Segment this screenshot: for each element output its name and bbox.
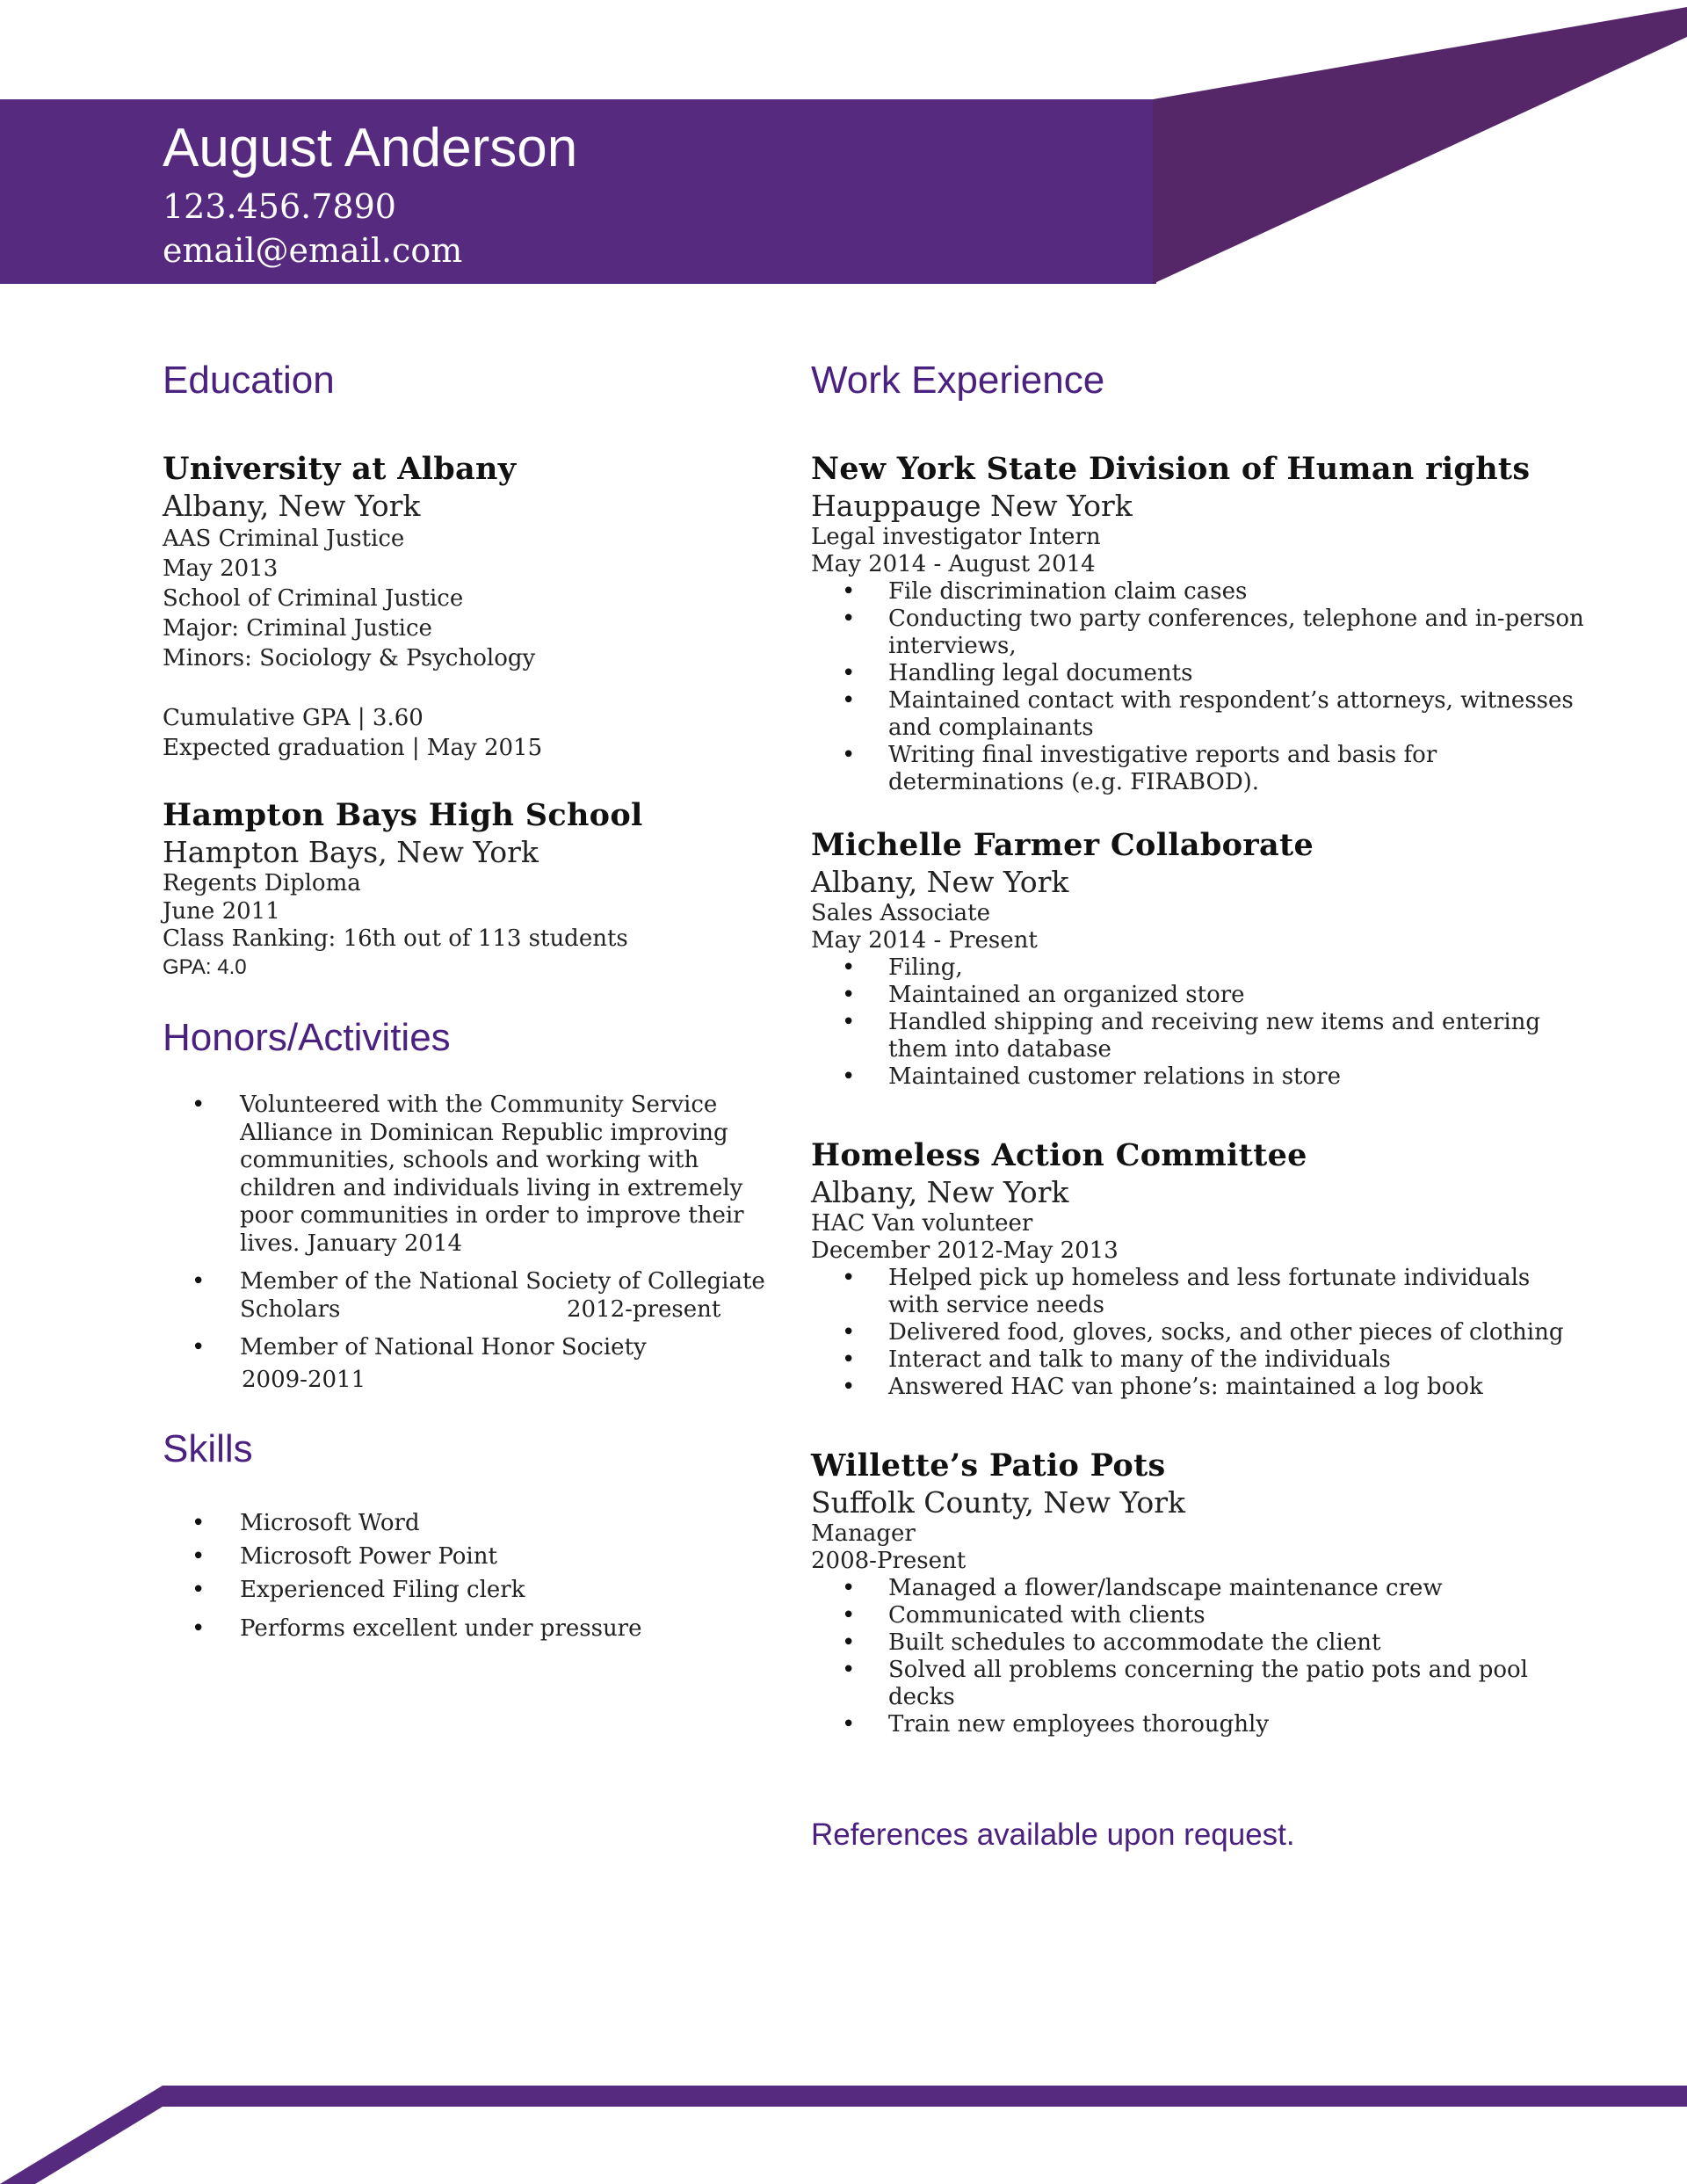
honors-title: Honors/Activities	[163, 1016, 451, 1059]
job-entry	[811, 826, 1584, 1091]
footer-wedge	[0, 2086, 163, 2184]
phone-number: 123.456.7890	[163, 187, 396, 226]
job-duty: • Built schedules to accommodate the client	[811, 1629, 1584, 1657]
skill-item: • Microsoft Word	[163, 1506, 795, 1540]
school-name: Hampton Bays High School	[163, 797, 643, 833]
honors-item	[163, 1268, 795, 1324]
job-duties	[811, 578, 1584, 796]
job-dates: May 2014 - Present	[811, 927, 1038, 954]
job-role: Legal investigator Intern	[811, 524, 1101, 550]
job-dates: December 2012-May 2013	[811, 1237, 1119, 1264]
job-duty: • Train new employees thoroughly	[811, 1711, 1584, 1738]
job-entry	[811, 1447, 1584, 1738]
job-duty: • Answered HAC van phone’s: maintained a log book	[811, 1374, 1584, 1401]
skills-title: Skills	[163, 1426, 253, 1470]
job-duty: • Solved all problems concerning the patio pots and pool decks	[811, 1657, 1584, 1711]
job-duty: • Handled shipping and receiving new items and entering them into database	[811, 1009, 1584, 1063]
right-column	[811, 350, 1584, 1738]
job-duty: • Managed a flower/landscape maintenance crew	[811, 1575, 1584, 1602]
work-title: Work Experience	[811, 359, 1105, 402]
honors-item-text: • Member of National Honor Society	[240, 1334, 647, 1360]
skill-item: • Performs excellent under pressure	[163, 1612, 795, 1645]
job-role: Manager	[811, 1520, 916, 1547]
job-entry	[811, 450, 1584, 796]
education-line: Expected graduation | May 2015	[163, 735, 543, 761]
honors-list	[163, 1092, 795, 1397]
honors-item-text: • Member of the National Society of Collegiate	[240, 1268, 765, 1295]
education-line: School of Criminal Justice	[163, 585, 464, 612]
job-duty: • Maintained contact with respondent’s attorneys, witnesses and complainants	[811, 687, 1584, 742]
candidate-name: August Anderson	[163, 118, 578, 178]
job-duties	[811, 1265, 1584, 1401]
school-location: Albany, New York	[163, 489, 421, 523]
education-line: June 2011	[163, 897, 280, 925]
job-organization: Willette’s Patio Pots	[811, 1448, 1166, 1484]
job-dates: 2008-Present	[811, 1548, 967, 1574]
skills-list	[163, 1506, 795, 1645]
job-duty: • Communicated with clients	[811, 1602, 1584, 1629]
honors-item-left: Scholars	[240, 1295, 341, 1323]
job-duty: • Maintained an organized store	[811, 982, 1584, 1009]
job-organization: Homeless Action Committee	[811, 1137, 1307, 1173]
honors-item-date: 2009-2011	[242, 1366, 366, 1393]
job-location: Suffolk County, New York	[811, 1485, 1186, 1520]
education-line: Major: Criminal Justice	[163, 615, 432, 642]
education-line: Minors: Sociology & Psychology	[163, 645, 536, 671]
footer-bar	[163, 2086, 1687, 2107]
education-line: May 2013	[163, 555, 279, 582]
job-role: HAC Van volunteer	[811, 1210, 1033, 1237]
job-duty: • Helped pick up homeless and less fortunate individuals with service needs	[811, 1265, 1584, 1319]
job-duty: • Writing final investigative reports and basis for determinations (e.g. FIRABOD).	[811, 742, 1584, 796]
job-dates: May 2014 - August 2014	[811, 551, 1096, 577]
references-note: References available upon request.	[811, 1818, 1295, 1852]
education-line: GPA: 4.0	[163, 954, 247, 979]
school-location: Hampton Bays, New York	[163, 835, 539, 869]
left-column	[163, 350, 795, 1645]
education-line: Cumulative GPA | 3.60	[163, 705, 424, 731]
job-location: Hauppauge New York	[811, 489, 1133, 523]
job-role: Sales Associate	[811, 900, 990, 926]
education-title: Education	[163, 359, 335, 402]
job-duty: • Delivered food, gloves, socks, and other pieces of clothing	[811, 1319, 1584, 1346]
job-duty: • Interact and talk to many of the individuals	[811, 1346, 1584, 1374]
education-entry	[163, 450, 795, 763]
job-duty: • Conducting two party conferences, telephone and in-person interviews,	[811, 606, 1584, 660]
job-location: Albany, New York	[811, 1175, 1069, 1209]
skill-item: • Experienced Filing clerk	[163, 1573, 795, 1607]
honors-item	[163, 1334, 795, 1397]
job-organization: Michelle Farmer Collaborate	[811, 827, 1314, 863]
honors-item-row	[240, 1296, 795, 1324]
honors-item: • Volunteered with the Community Service Alliance in Dominican Republic improving communities, schools and working with children and individuals living in extremely poor communities in order to improve their lives. January 2014	[163, 1092, 795, 1258]
email-address: email@email.com	[163, 231, 463, 270]
education-line: AAS Criminal Justice	[163, 526, 405, 552]
job-duty: • Handling legal documents	[811, 660, 1584, 687]
education-line: Class Ranking: 16th out of 113 students	[163, 925, 628, 952]
job-location: Albany, New York	[811, 865, 1069, 899]
job-duty: • Filing,	[811, 954, 1584, 982]
job-duties	[811, 954, 1584, 1091]
spacer	[163, 673, 795, 703]
school-name: University at Albany	[163, 451, 517, 487]
job-entry	[811, 1136, 1584, 1401]
job-duties	[811, 1575, 1584, 1738]
education-line: Regents Diploma	[163, 870, 361, 896]
education-entry	[163, 796, 795, 981]
job-organization: New York State Division of Human rights	[811, 451, 1531, 487]
footer-banner	[0, 2079, 1687, 2184]
job-duty: • Maintained customer relations in store	[811, 1063, 1584, 1091]
header	[163, 112, 577, 272]
job-duty: • File discrimination claim cases	[811, 578, 1584, 606]
honors-item-date: 2012-present	[567, 1295, 721, 1323]
skill-item: • Microsoft Power Point	[163, 1540, 795, 1573]
header-wedge	[1153, 7, 1687, 284]
